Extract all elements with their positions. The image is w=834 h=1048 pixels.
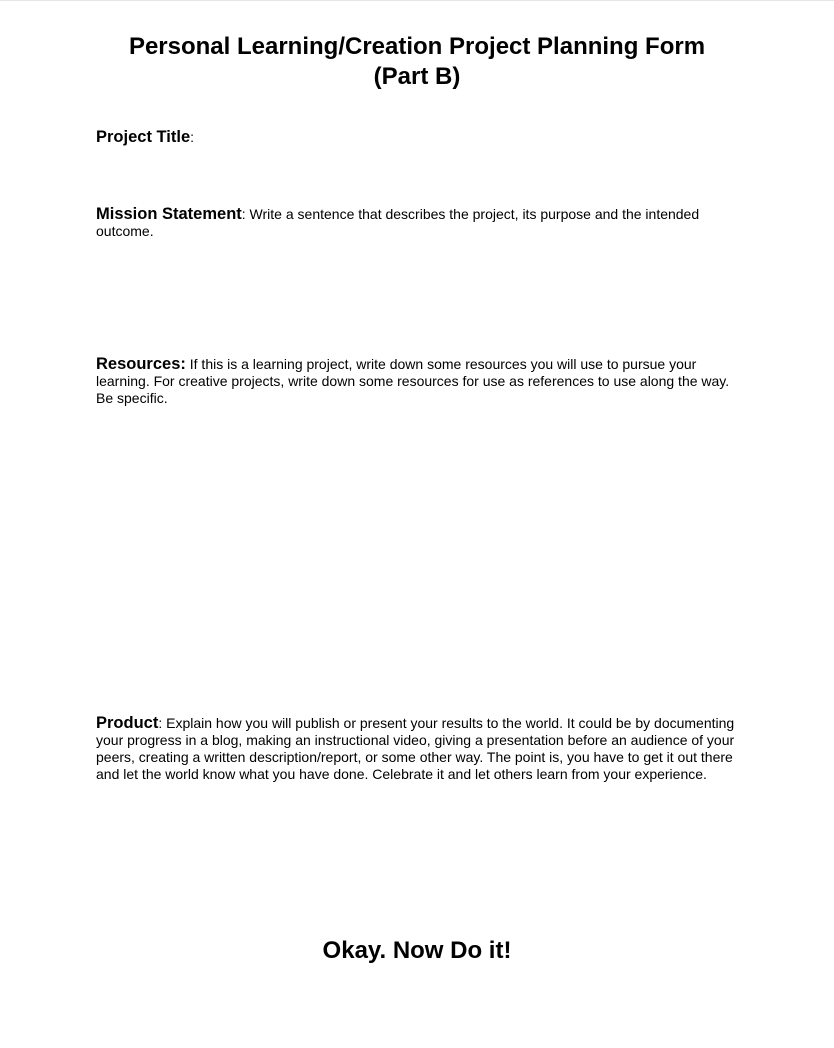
product-section: [96, 715, 741, 783]
project-title-colon: :: [190, 129, 195, 145]
page-top-border: [0, 0, 834, 1]
mission-statement-section: [96, 206, 741, 240]
mission-statement-instructions: : Write a sentence that describes the project, its purpose and the intended outcome.: [96, 206, 700, 239]
project-title-label: Project Title: [96, 128, 191, 146]
product-instructions: : Explain how you will publish or present your results to the world. It could be by documenting your progress in a blog, making an instructional video, giving a presentation before an audience of your peers, creating a written description/report, or some other way. The point is, you have to get it out there and let the world know what you have done. Celebrate it and let others learn from your experience.: [96, 715, 735, 782]
document-title: [0, 32, 834, 92]
document-title-line-1: Personal Learning/Creation Project Planning Form: [128, 33, 706, 60]
resources-instructions: If this is a learning project, write down some resources you will use to pursue your learning. For creative projects, write down some resources for use as references to use along the way. Be specific.: [96, 356, 730, 406]
closing-statement: Okay. Now Do it!: [322, 937, 512, 964]
resources-label: Resources:: [96, 355, 186, 373]
resources-section: [96, 356, 741, 407]
product-label: Product: [96, 714, 159, 732]
mission-statement-label: Mission Statement: [96, 205, 242, 223]
document-title-line-2: (Part B): [373, 63, 461, 90]
project-title-section: [96, 129, 741, 146]
